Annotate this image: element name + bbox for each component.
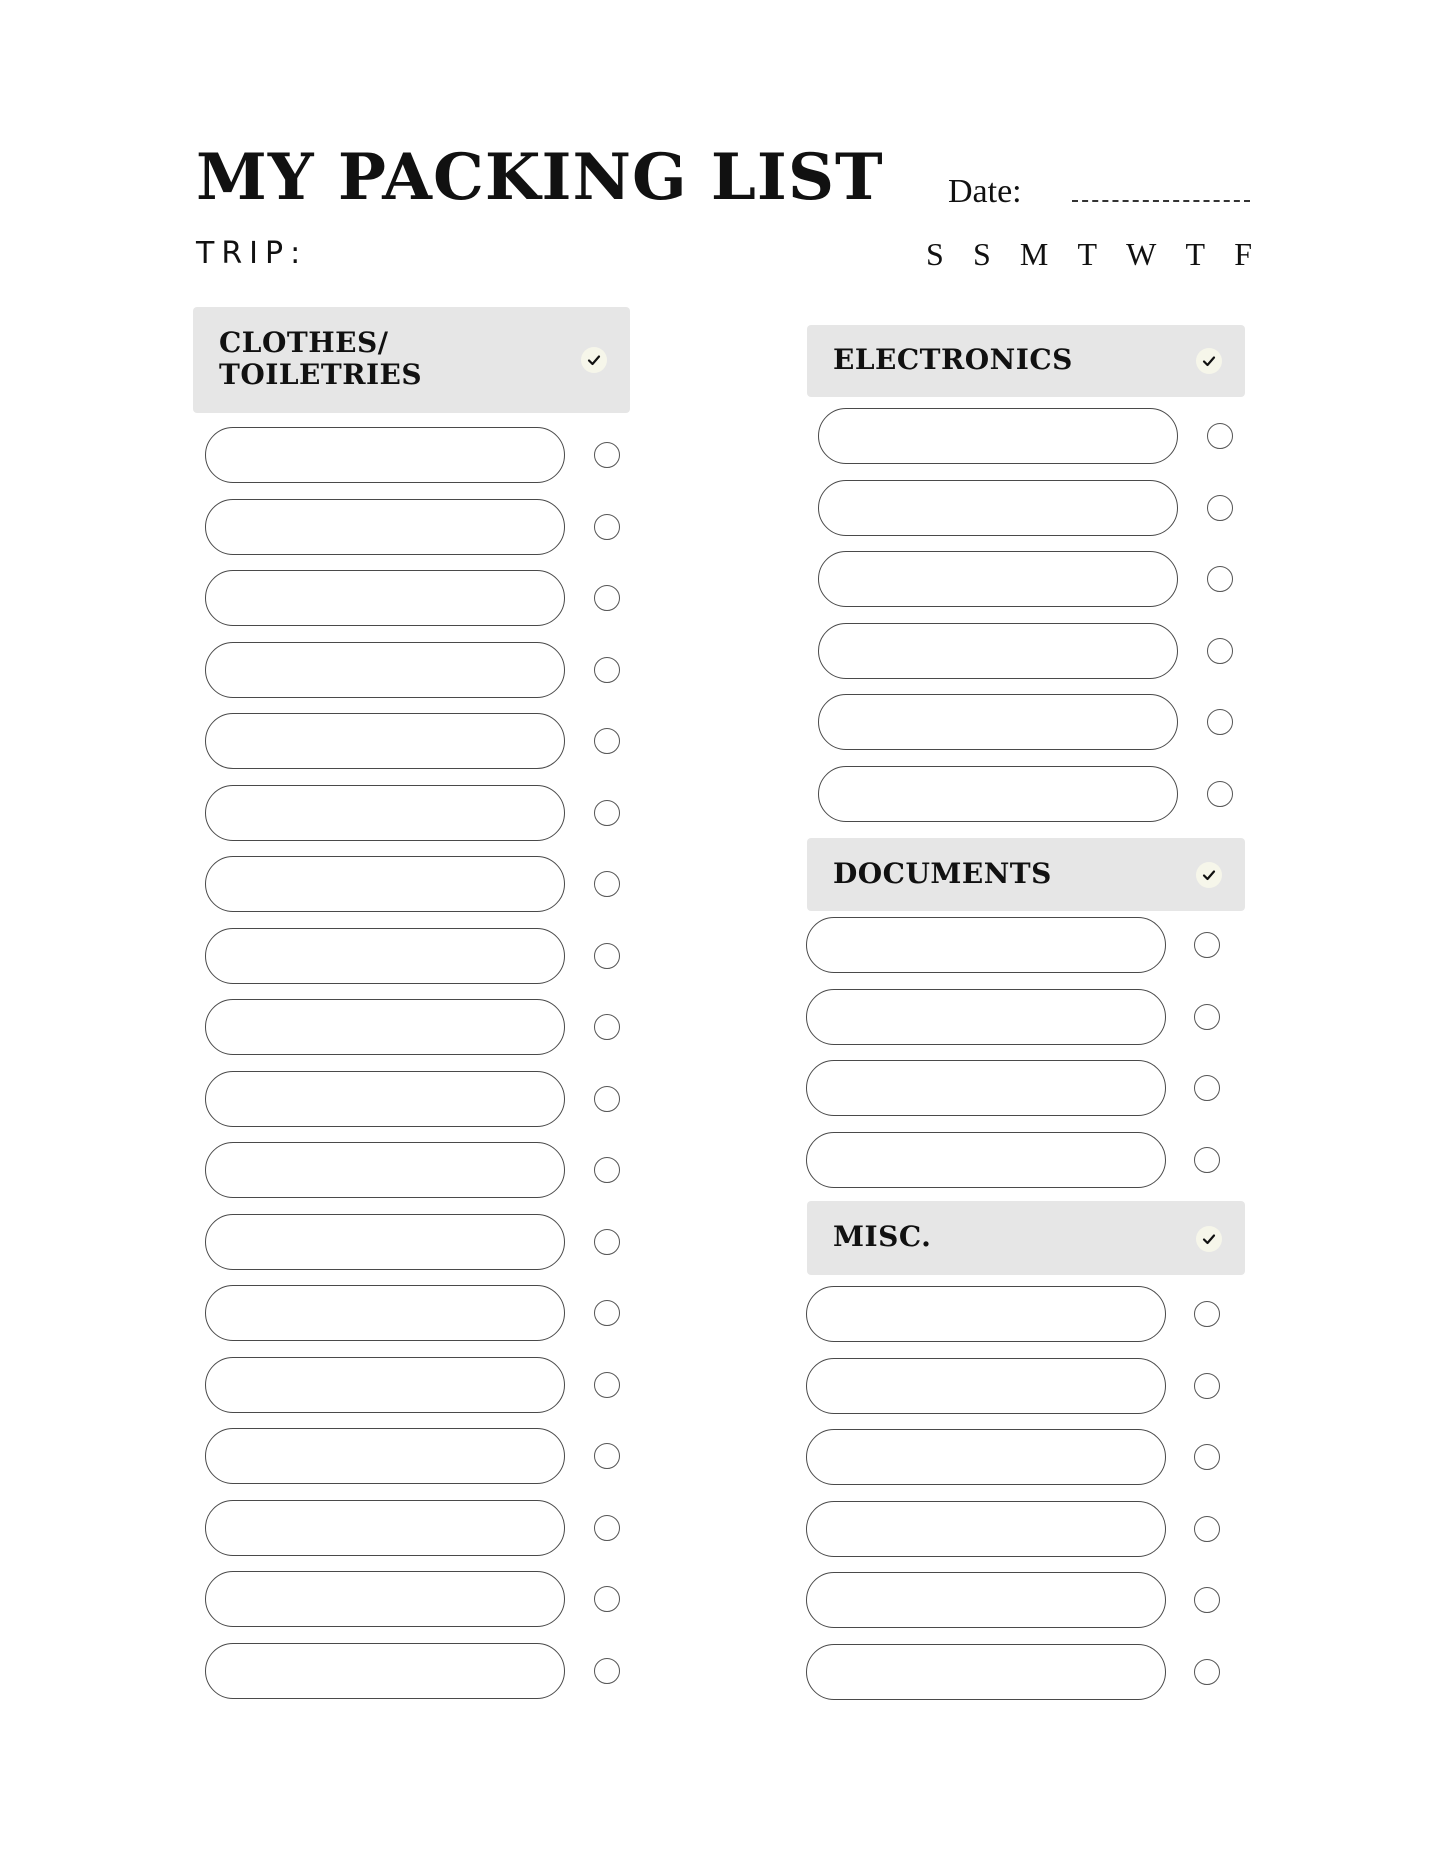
- section-title-misc: MISC.: [833, 1220, 932, 1253]
- documents-item-input[interactable]: [806, 989, 1166, 1045]
- clothes-item-checkbox[interactable]: [594, 871, 620, 897]
- section-title-clothes-line1: CLOTHES/: [219, 326, 389, 359]
- clothes-item-input[interactable]: [205, 713, 565, 769]
- clothes-item-checkbox[interactable]: [594, 1515, 620, 1541]
- clothes-item-input[interactable]: [205, 1428, 565, 1484]
- clothes-item-checkbox[interactable]: [594, 1372, 620, 1398]
- electronics-item-input[interactable]: [818, 408, 1178, 464]
- clothes-item-input[interactable]: [205, 499, 565, 555]
- misc-item-input[interactable]: [806, 1358, 1166, 1414]
- electronics-item-input[interactable]: [818, 766, 1178, 822]
- clothes-item-checkbox[interactable]: [594, 585, 620, 611]
- section-title-clothes: [219, 327, 422, 391]
- clothes-item-checkbox[interactable]: [594, 1658, 620, 1684]
- clothes-item-checkbox[interactable]: [594, 1443, 620, 1469]
- electronics-item-checkbox[interactable]: [1207, 709, 1233, 735]
- clothes-item-checkbox[interactable]: [594, 1014, 620, 1040]
- documents-item-input[interactable]: [806, 917, 1166, 973]
- clothes-item-checkbox[interactable]: [594, 728, 620, 754]
- page-title: MY PACKING LIST: [196, 140, 884, 215]
- misc-item-checkbox[interactable]: [1194, 1301, 1220, 1327]
- clothes-item-checkbox[interactable]: [594, 514, 620, 540]
- documents-item-checkbox[interactable]: [1194, 932, 1220, 958]
- section-title-clothes-line2: TOILETRIES: [219, 358, 423, 391]
- clothes-item-input[interactable]: [205, 1643, 565, 1699]
- documents-item-checkbox[interactable]: [1194, 1075, 1220, 1101]
- checkmark-icon: [581, 347, 607, 373]
- clothes-item-checkbox[interactable]: [594, 1086, 620, 1112]
- clothes-item-checkbox[interactable]: [594, 1586, 620, 1612]
- clothes-item-input[interactable]: [205, 856, 565, 912]
- clothes-item-checkbox[interactable]: [594, 657, 620, 683]
- electronics-item-checkbox[interactable]: [1207, 781, 1233, 807]
- clothes-item-checkbox[interactable]: [594, 1300, 620, 1326]
- clothes-item-input[interactable]: [205, 1142, 565, 1198]
- day-sunday[interactable]: S: [926, 236, 944, 272]
- checkmark-icon: [1196, 348, 1222, 374]
- day-wednesday[interactable]: W: [1126, 236, 1157, 272]
- checkmark-icon: [1196, 1226, 1222, 1252]
- electronics-item-input[interactable]: [818, 694, 1178, 750]
- clothes-item-input[interactable]: [205, 570, 565, 626]
- clothes-item-checkbox[interactable]: [594, 1157, 620, 1183]
- day-thursday[interactable]: T: [1185, 236, 1206, 272]
- section-title-documents: DOCUMENTS: [833, 857, 1052, 890]
- misc-item-checkbox[interactable]: [1194, 1373, 1220, 1399]
- section-header-electronics: [807, 325, 1245, 397]
- section-header-documents: [807, 838, 1245, 911]
- misc-item-checkbox[interactable]: [1194, 1659, 1220, 1685]
- clothes-item-checkbox[interactable]: [594, 800, 620, 826]
- date-label: Date:: [948, 173, 1022, 210]
- misc-item-checkbox[interactable]: [1194, 1587, 1220, 1613]
- trip-label: TRIP:: [196, 236, 308, 271]
- clothes-item-input[interactable]: [205, 1214, 565, 1270]
- clothes-item-input[interactable]: [205, 642, 565, 698]
- clothes-item-input[interactable]: [205, 1500, 565, 1556]
- clothes-item-checkbox[interactable]: [594, 1229, 620, 1255]
- electronics-item-input[interactable]: [818, 551, 1178, 607]
- section-header-clothes: [193, 307, 630, 413]
- misc-item-input[interactable]: [806, 1644, 1166, 1700]
- clothes-item-input[interactable]: [205, 1357, 565, 1413]
- electronics-item-input[interactable]: [818, 623, 1178, 679]
- documents-item-checkbox[interactable]: [1194, 1004, 1220, 1030]
- clothes-item-checkbox[interactable]: [594, 442, 620, 468]
- misc-item-checkbox[interactable]: [1194, 1444, 1220, 1470]
- misc-item-input[interactable]: [806, 1501, 1166, 1557]
- clothes-item-input[interactable]: [205, 427, 565, 483]
- misc-item-input[interactable]: [806, 1572, 1166, 1628]
- checkmark-icon: [1196, 862, 1222, 888]
- day-of-week-selector: [926, 232, 1252, 276]
- electronics-item-checkbox[interactable]: [1207, 495, 1233, 521]
- section-title-electronics: ELECTRONICS: [833, 343, 1073, 376]
- clothes-item-input[interactable]: [205, 999, 565, 1055]
- misc-item-input[interactable]: [806, 1429, 1166, 1485]
- clothes-item-input[interactable]: [205, 928, 565, 984]
- misc-item-checkbox[interactable]: [1194, 1516, 1220, 1542]
- documents-item-input[interactable]: [806, 1132, 1166, 1188]
- date-field[interactable]: [1072, 200, 1250, 202]
- clothes-item-input[interactable]: [205, 1071, 565, 1127]
- clothes-item-checkbox[interactable]: [594, 943, 620, 969]
- clothes-item-input[interactable]: [205, 1285, 565, 1341]
- day-tuesday[interactable]: T: [1077, 236, 1098, 272]
- day-saturday[interactable]: S: [972, 236, 991, 272]
- day-friday[interactable]: F: [1234, 236, 1252, 272]
- electronics-item-checkbox[interactable]: [1207, 566, 1233, 592]
- day-monday[interactable]: M: [1019, 236, 1049, 272]
- electronics-item-checkbox[interactable]: [1207, 638, 1233, 664]
- misc-item-input[interactable]: [806, 1286, 1166, 1342]
- clothes-item-input[interactable]: [205, 785, 565, 841]
- documents-item-input[interactable]: [806, 1060, 1166, 1116]
- clothes-item-input[interactable]: [205, 1571, 565, 1627]
- electronics-item-checkbox[interactable]: [1207, 423, 1233, 449]
- documents-item-checkbox[interactable]: [1194, 1147, 1220, 1173]
- electronics-item-input[interactable]: [818, 480, 1178, 536]
- section-header-misc: [807, 1201, 1245, 1275]
